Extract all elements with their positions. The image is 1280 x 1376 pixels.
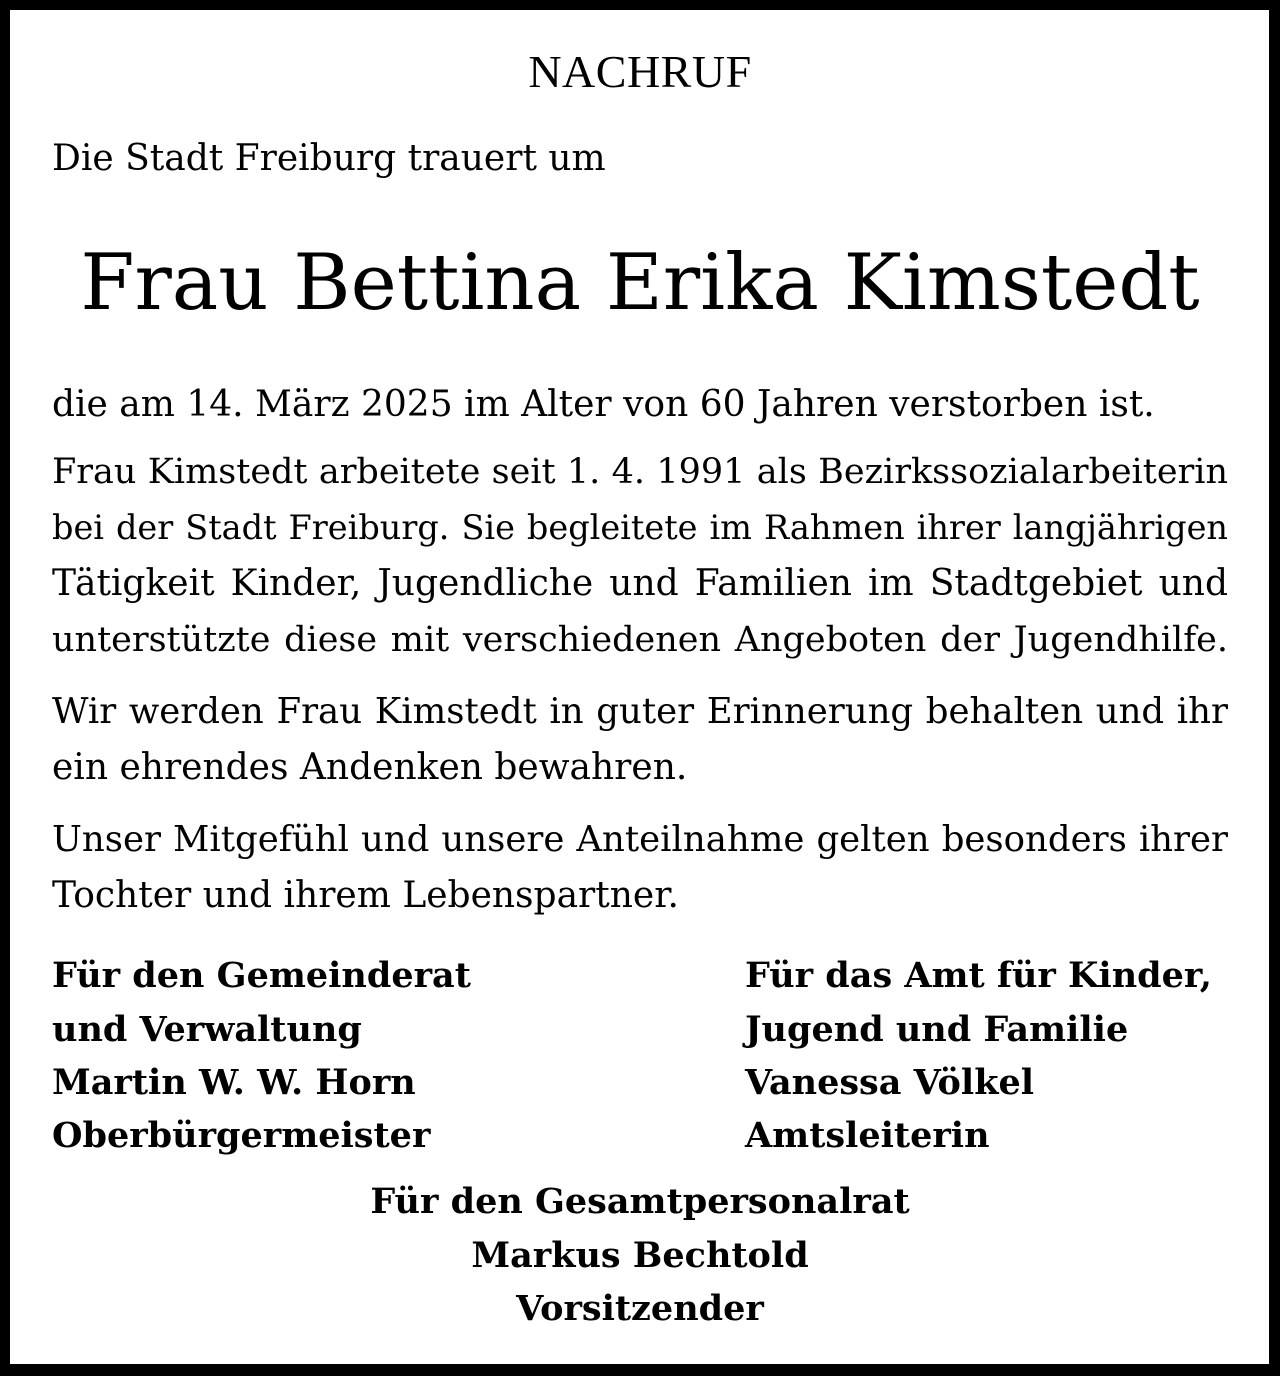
sympathy-line: Unser Mitgefühl und unsere Anteilnahme gelten besonders ihrer	[52, 819, 1228, 860]
career-line: Tätigkeit Kinder, Jugendliche und Familien im Stadtgebiet und	[52, 563, 1228, 604]
death-date-line: die am 14. März 2025 im Alter von 60 Jahren verstorben ist.	[52, 384, 1155, 425]
sympathy-line: Tochter und ihrem Lebenspartner.	[52, 875, 679, 916]
staff-council-signature-line: Für den Gesamtpersonalrat	[370, 1181, 910, 1222]
council-signatory-name: Martin W. W. Horn	[52, 1062, 416, 1103]
staff-council-signatory-title: Vorsitzender	[516, 1288, 764, 1329]
council-signature-line: Für den Gemeinderat	[52, 955, 471, 996]
council-signatory-title: Oberbürgermeister	[52, 1115, 431, 1156]
office-signatory-title: Amtsleiterin	[745, 1115, 990, 1156]
staff-council-signatory-name: Markus Bechtold	[471, 1235, 809, 1276]
memory-line: ein ehrendes Andenken bewahren.	[52, 747, 688, 788]
deceased-name: Frau Bettina Erika Kimstedt	[80, 238, 1200, 328]
office-signature-line: Für das Amt für Kinder,	[745, 955, 1212, 996]
memory-line: Wir werden Frau Kimstedt in guter Erinnerung behalten und ihr	[52, 691, 1228, 732]
notice-heading: NACHRUF	[528, 46, 752, 97]
intro-line: Die Stadt Freiburg trauert um	[52, 138, 606, 179]
career-line: bei der Stadt Freiburg. Sie begleitete im Rahmen ihrer langjährigen	[52, 508, 1228, 547]
career-line: Frau Kimstedt arbeitete seit 1. 4. 1991 als Bezirkssozialarbeiterin	[52, 452, 1228, 492]
council-signature-line: und Verwaltung	[52, 1009, 362, 1050]
office-signatory-name: Vanessa Völkel	[745, 1062, 1035, 1103]
career-line: unterstützte diese mit verschiedenen Angeboten der Jugendhilfe.	[52, 620, 1228, 660]
office-signature-line: Jugend und Familie	[745, 1009, 1129, 1050]
